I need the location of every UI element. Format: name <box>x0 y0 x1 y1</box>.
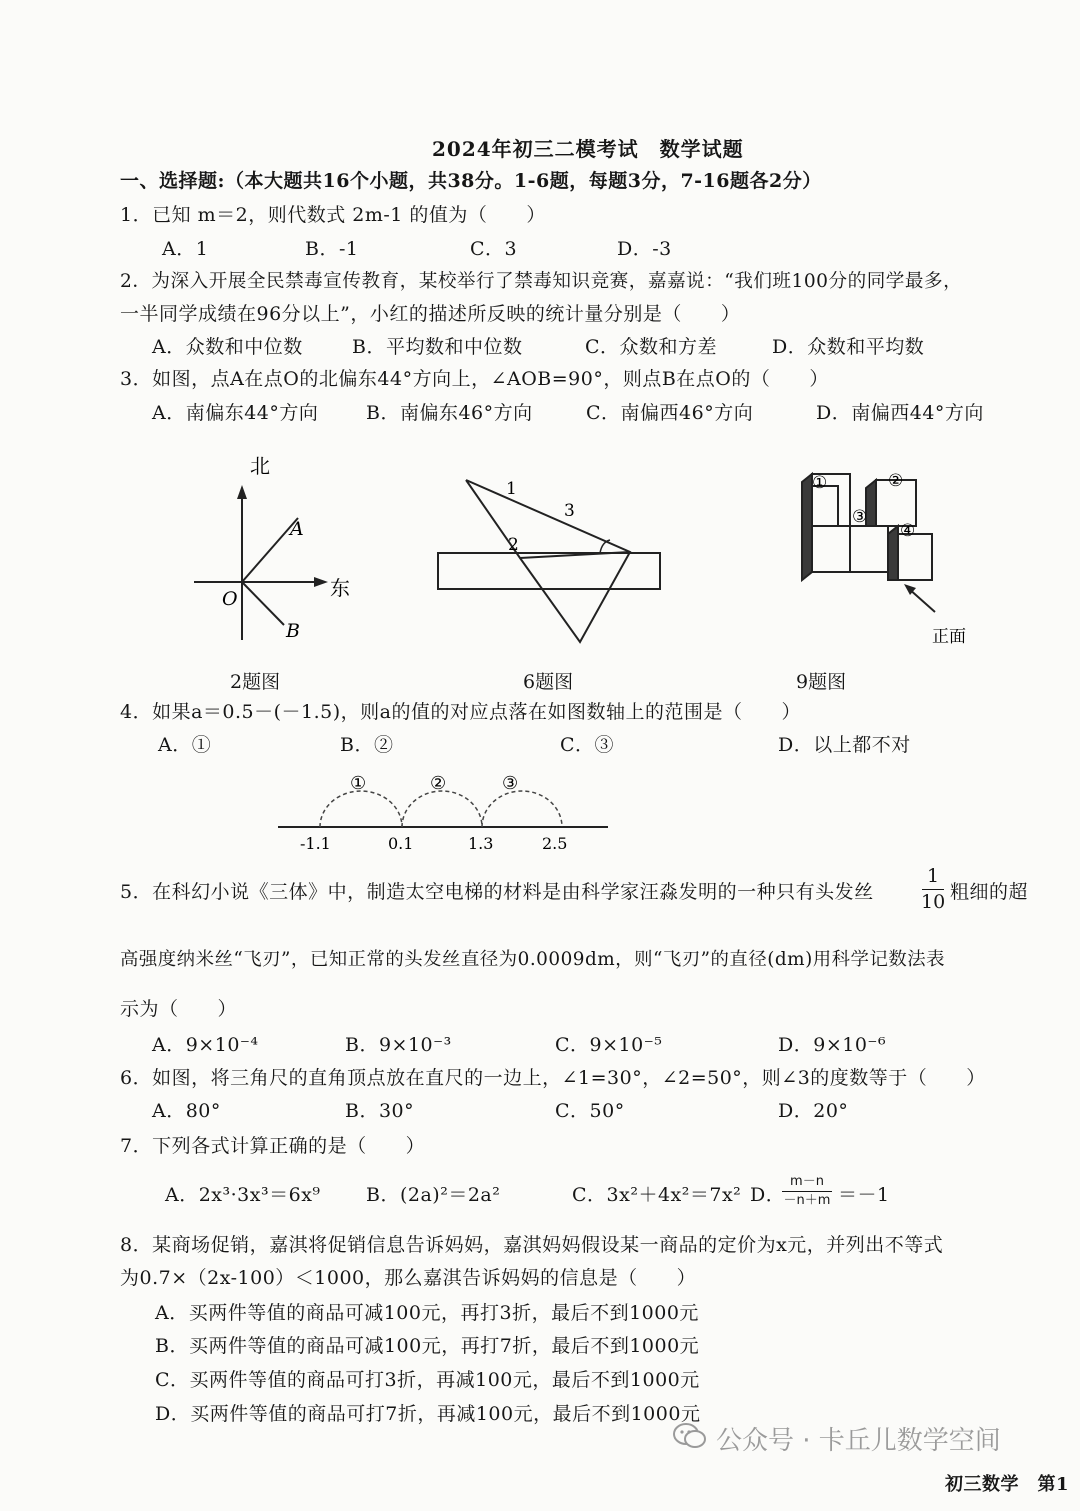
question-4-stem: 4．如果a＝0.5－(－1.5)，则a的值的对应点落在如图数轴上的范围是（ ） <box>120 701 802 723</box>
question-7-option-b: B．(2a)²＝2a² <box>366 1184 501 1206</box>
question-5-line-1-end: 粗细的超 <box>950 881 1029 903</box>
question-2-option-d: D．众数和平均数 <box>772 336 925 358</box>
question-8-option-b: B．买两件等值的商品可减100元，再打7折，最后不到1000元 <box>155 1335 700 1357</box>
fraction-numerator: 1 <box>927 865 940 887</box>
question-7-option-d-fraction <box>782 1175 832 1209</box>
tick-label-neg1-1: -1.1 <box>300 834 331 853</box>
page-footer-label: 初三数学 第1 <box>945 1474 1070 1495</box>
question-3-stem: 3．如图，点A在点O的北偏东44°方向上，∠AOB=90°，则点B在点O的（ ） <box>120 368 829 390</box>
question-1-option-b: B．-1 <box>305 238 359 260</box>
question-6-stem: 6．如图，将三角尺的直角顶点放在直尺的一边上，∠1=30°，∠2=50°，则∠3的度数等于（ ） <box>120 1067 986 1089</box>
question-7-option-d: D． <box>750 1184 786 1206</box>
cube-bottom-left <box>812 526 850 572</box>
section-heading: 一、选择题:（本大题共16个小题，共38分。1-6题，每题3分，7-16题各2分） <box>120 170 822 192</box>
range-arc-1 <box>320 791 402 827</box>
front-label: 正面 <box>932 627 966 647</box>
cube-right-shade <box>866 480 876 526</box>
question-1-option-d: D．-3 <box>617 238 672 260</box>
question-7-option-c: C．3x²＋4x²＝7x² <box>572 1184 742 1206</box>
cube-front-shade <box>888 526 898 580</box>
question-6-option-c: C．50° <box>555 1100 625 1122</box>
angle-2-label: 2 <box>508 535 519 555</box>
range-arc-2 <box>402 791 482 827</box>
option-d-fraction-bar <box>782 1191 832 1192</box>
cube-left-shade <box>802 474 812 580</box>
question-2-option-b: B．平均数和中位数 <box>352 336 523 358</box>
angle-3-label: 3 <box>564 501 575 521</box>
north-label: 北 <box>250 454 270 478</box>
point-o-label: O <box>222 588 238 610</box>
cube-label-2: ② <box>888 471 904 491</box>
question-1-option-c: C．3 <box>470 238 518 260</box>
question-6-option-d: D．20° <box>778 1100 849 1122</box>
question-4-option-b: B．② <box>340 734 394 756</box>
question-2-option-a: A．众数和中位数 <box>152 336 303 358</box>
question-5-option-d: D．9×10⁻⁶ <box>778 1034 887 1056</box>
question-5-option-c: C．9×10⁻⁵ <box>555 1034 663 1056</box>
cube-label-1: ① <box>812 473 828 493</box>
figure-2-caption: 2题图 <box>230 671 281 693</box>
question-3-option-b: B．南偏东46°方向 <box>366 402 533 424</box>
question-8-option-a: A．买两件等值的商品可减100元，再打3折，最后不到1000元 <box>155 1302 699 1324</box>
question-8-option-c: C．买两件等值的商品可打3折，再减100元，最后不到1000元 <box>155 1369 700 1391</box>
question-2-line-1: 2．为深入开展全民禁毒宣传教育，某校举行了禁毒知识竞赛，嘉嘉说：“我们班100分的同学最多， <box>120 271 963 292</box>
question-4-option-d: D．以上都不对 <box>778 734 911 756</box>
east-arrowhead <box>314 577 328 587</box>
question-3-option-a: A．南偏东44°方向 <box>152 402 319 424</box>
figure-6-caption: 6题图 <box>523 671 574 693</box>
question-3-option-c: C．南偏西46°方向 <box>586 402 754 424</box>
point-b-label: B <box>286 620 300 642</box>
cube-label-3: ③ <box>852 507 868 527</box>
tick-label-2-5: 2.5 <box>542 834 568 853</box>
question-5-option-b: B．9×10⁻³ <box>345 1034 452 1056</box>
question-7-option-a: A．2x³·3x³＝6x⁹ <box>165 1184 321 1206</box>
cube-bottom-middle <box>850 526 888 572</box>
question-1-stem: 1．已知 m＝2，则代数式 2m-1 的值为（ ） <box>120 204 546 226</box>
question-6-option-a: A．80° <box>152 1100 221 1122</box>
question-6-option-b: B．30° <box>345 1100 415 1122</box>
question-2-option-c: C．众数和方差 <box>585 336 718 358</box>
north-arrowhead <box>237 485 247 499</box>
arc-label-1: ① <box>350 773 367 794</box>
figure-9-cubes-diagram <box>780 462 990 652</box>
question-4-option-c: C．③ <box>560 734 615 756</box>
wechat-icon <box>672 1421 708 1451</box>
fraction-bar <box>922 889 944 890</box>
option-d-denominator: －n＋m <box>783 1193 831 1209</box>
figure-6-ruler-triangle-diagram <box>430 470 670 650</box>
question-5-line-2: 高强度纳米丝“飞刃”，已知正常的头发丝直径为0.0009dm，则“飞刃”的直径(dm)用科学记数法表 <box>120 949 946 970</box>
ray-ob <box>242 582 284 625</box>
question-4-option-a: A．① <box>158 734 212 756</box>
question-5-line-1: 5．在科幻小说《三体》中，制造太空电梯的材料是由科学家汪淼发明的一种只有头发丝 <box>120 881 874 903</box>
arc-label-3: ③ <box>502 773 519 794</box>
question-8-option-d: D．买两件等值的商品可打7折，再减100元，最后不到1000元 <box>155 1403 701 1425</box>
arc-label-2: ② <box>430 773 447 794</box>
question-5-line-3: 示为（ ） <box>120 998 238 1020</box>
question-8-line-1: 8．某商场促销，嘉淇将促销信息告诉妈妈，嘉淇妈妈假设某一商品的定价为x元，并列出不等式 <box>120 1234 944 1256</box>
range-arc-3 <box>482 791 562 827</box>
point-a-label: A <box>290 518 304 540</box>
question-7-option-d-rhs: ＝－1 <box>838 1184 890 1206</box>
question-5-option-a: A．9×10⁻⁴ <box>152 1034 259 1056</box>
question-3-option-d: D．南偏西44°方向 <box>816 402 984 424</box>
fraction-denominator: 10 <box>921 890 946 913</box>
figure-9-caption: 9题图 <box>796 671 847 693</box>
tick-label-0-1: 0.1 <box>388 834 414 853</box>
figure-2-compass-diagram <box>180 445 380 660</box>
question-5-fraction <box>921 866 945 913</box>
watermark-text: 公众号 · 卡丘儿数学空间 <box>716 1426 1001 1456</box>
question-1-option-a: A．1 <box>162 238 209 260</box>
question-7-stem: 7．下列各式计算正确的是（ ） <box>120 1135 426 1157</box>
set-square-outline <box>466 480 630 642</box>
east-label: 东 <box>330 576 350 600</box>
option-d-numerator: m－n <box>790 1174 824 1189</box>
exam-title: 2024年初三二模考试 数学试题 <box>432 137 744 161</box>
question-2-line-2: 一半同学成绩在96分以上”，小红的描述所反映的统计量分别是（ ） <box>120 303 741 325</box>
tick-label-1-3: 1.3 <box>468 834 494 853</box>
angle-1-label: 1 <box>506 479 517 499</box>
question-8-line-2: 为0.7×（2x-100）＜1000，那么嘉淇告诉妈妈的信息是（ ） <box>120 1267 697 1289</box>
cube-label-4: ④ <box>900 521 916 541</box>
question-4-number-line <box>270 765 620 860</box>
